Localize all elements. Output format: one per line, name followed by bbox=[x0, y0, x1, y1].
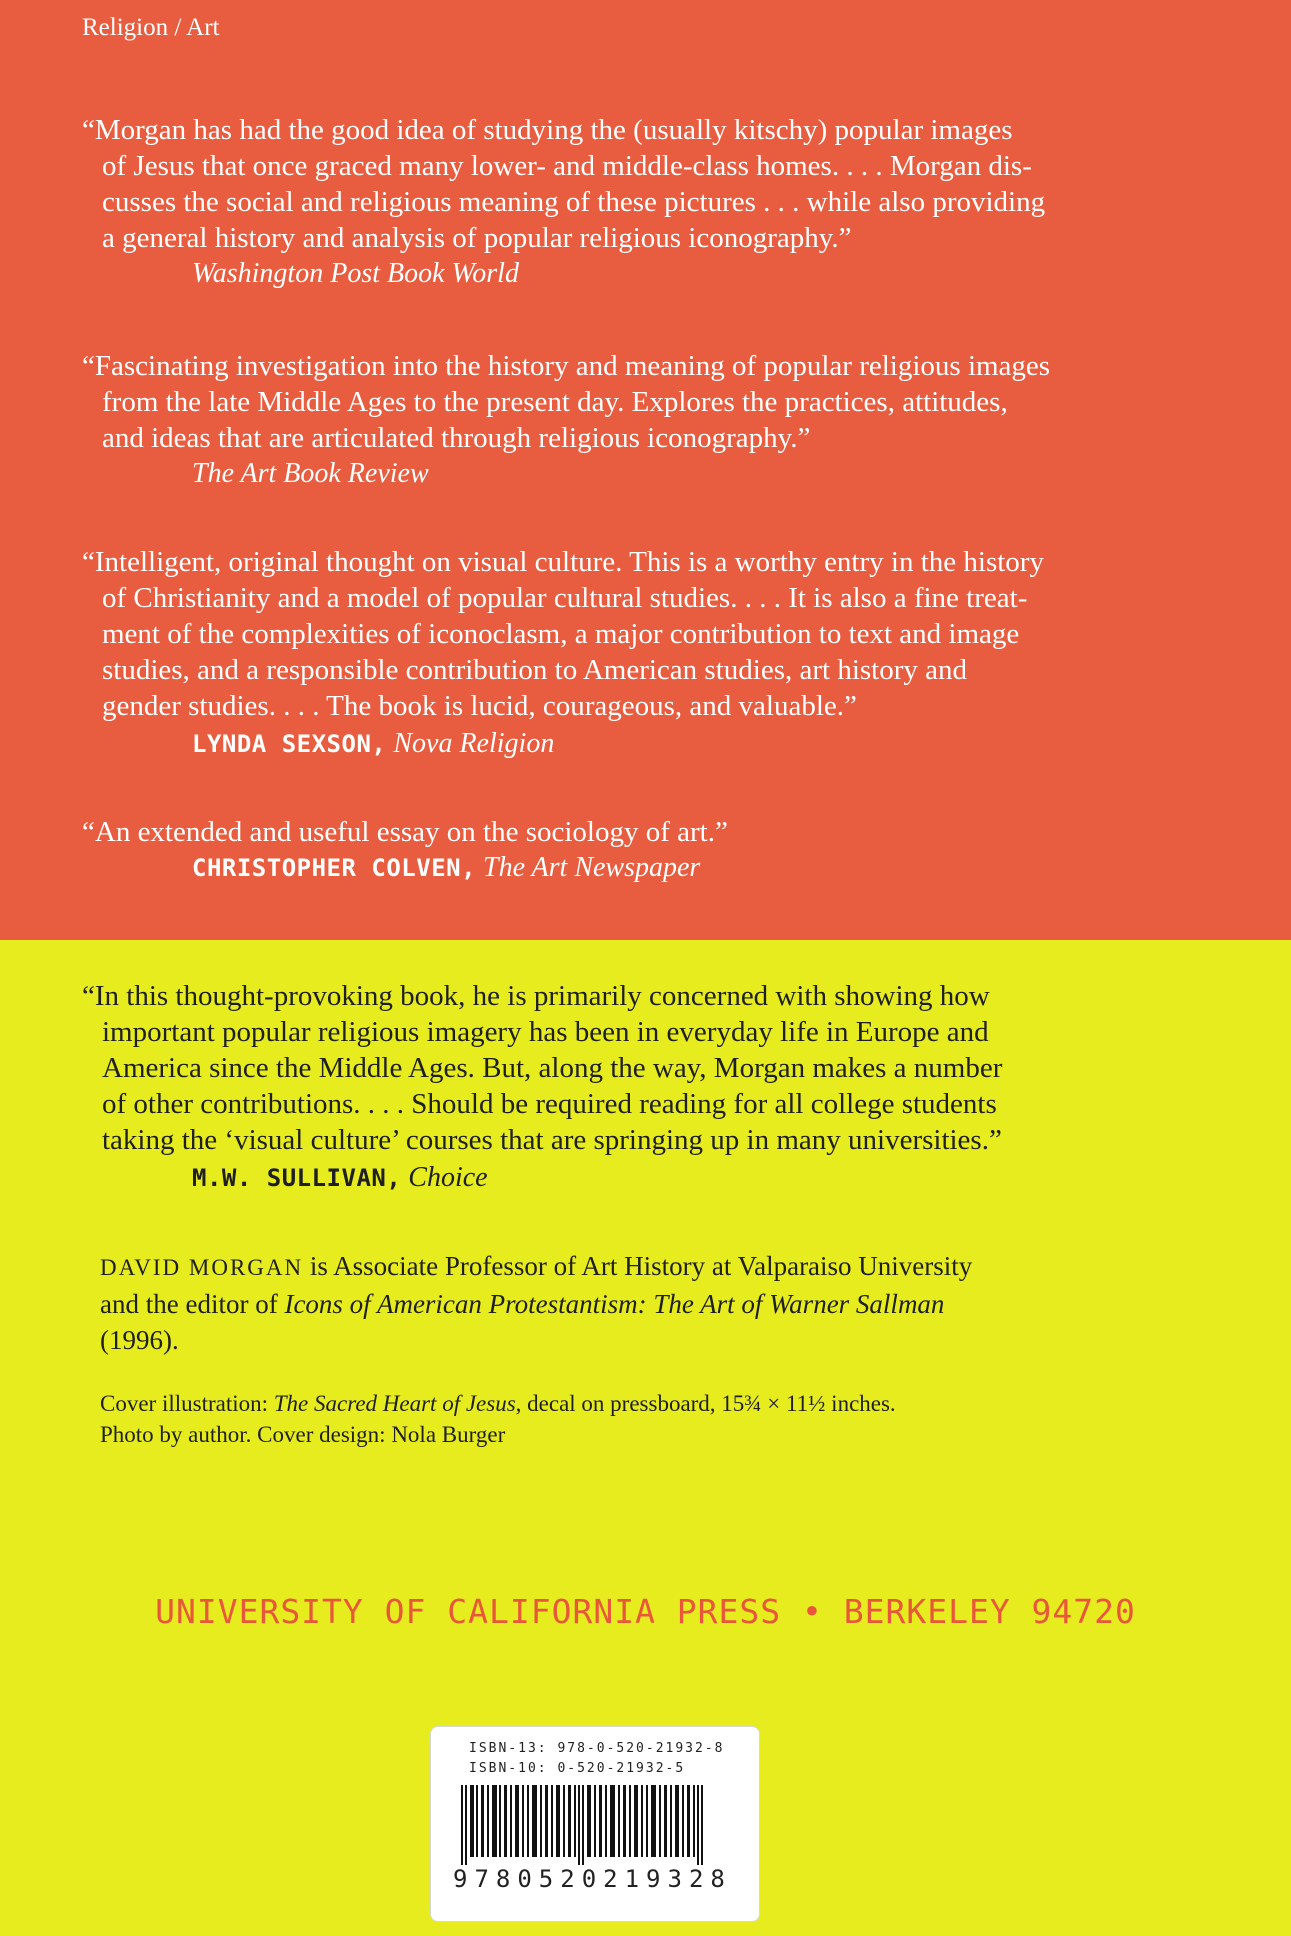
review-attribution-5 bbox=[192, 1162, 488, 1194]
isbn-13: ISBN-13: 978-0-520-21932-8 bbox=[469, 1741, 725, 1756]
cover-credit bbox=[100, 1388, 896, 1450]
credit-suffix: , decal on pressboard, 15¾ × 11½ inches. bbox=[515, 1391, 896, 1416]
quote-line: cusses the social and religious meaning of these pictures . . . while also providing bbox=[102, 186, 1046, 218]
barcode-digits: 9780520219328 bbox=[453, 1865, 732, 1893]
quote-line: and ideas that are articulated through religious iconography.” bbox=[102, 422, 811, 454]
author-bio bbox=[100, 1248, 1200, 1358]
bio-text: is Associate Professor of Art History at Valparaiso University bbox=[303, 1251, 973, 1281]
review-author: CHRISTOPHER COLVEN, bbox=[192, 854, 477, 882]
category-label: Religion / Art bbox=[82, 14, 220, 41]
quote-line: important popular religious imagery has been in everyday life in Europe and bbox=[102, 1016, 989, 1048]
isbn-10: ISBN-10: 0-520-21932-5 bbox=[469, 1761, 686, 1776]
review-attribution-3 bbox=[192, 728, 554, 760]
bio-author-name: DAVID MORGAN bbox=[100, 1255, 304, 1280]
quote-line: “Intelligent, original thought on visual culture. This is a worthy entry in the history bbox=[82, 546, 1044, 578]
review-quote-2 bbox=[82, 348, 1192, 456]
quote-line: “An extended and useful essay on the sociology of art.” bbox=[82, 816, 728, 848]
bio-text: and the editor of bbox=[100, 1289, 285, 1319]
review-attribution-1 bbox=[192, 258, 519, 290]
quote-line: “In this thought-provoking book, he is primarily concerned with showing how bbox=[82, 980, 990, 1012]
barcode-label bbox=[430, 1726, 760, 1922]
review-attribution-2 bbox=[192, 458, 429, 490]
review-author: LYNDA SEXSON, bbox=[192, 730, 387, 758]
review-quote-3 bbox=[82, 544, 1192, 724]
bio-text: (1996). bbox=[100, 1325, 179, 1355]
quote-line: studies, and a responsible contribution to American studies, art history and bbox=[102, 654, 968, 686]
quote-line: a general history and analysis of popular religious iconography.” bbox=[102, 222, 852, 254]
review-source: Washington Post Book World bbox=[192, 258, 519, 289]
publisher-line: UNIVERSITY OF CALIFORNIA PRESS • BERKELEY 94720 bbox=[155, 1592, 1136, 1631]
bio-book-title: Icons of American Protestantism: The Art of Warner Sallman bbox=[284, 1289, 945, 1319]
review-source: The Art Book Review bbox=[192, 458, 429, 489]
credit-line-2: Photo by author. Cover design: Nola Burger bbox=[100, 1422, 506, 1447]
review-source: Nova Religion bbox=[393, 728, 555, 759]
review-attribution-4 bbox=[192, 852, 700, 884]
review-author: M.W. SULLIVAN, bbox=[192, 1164, 402, 1192]
quote-line: “Fascinating investigation into the history and meaning of popular religious images bbox=[82, 350, 1051, 382]
review-quote-1 bbox=[82, 112, 1192, 256]
quote-line: of other contributions. . . . Should be required reading for all college students bbox=[102, 1088, 997, 1120]
quote-line: ment of the complexities of iconoclasm, a major contribution to text and image bbox=[102, 618, 1020, 650]
quote-line: from the late Middle Ages to the present day. Explores the practices, attitudes, bbox=[102, 386, 1008, 418]
quote-line: gender studies. . . . The book is lucid, courageous, and valuable.” bbox=[102, 690, 857, 722]
credit-prefix: Cover illustration: bbox=[100, 1391, 274, 1416]
credit-title: The Sacred Heart of Jesus bbox=[273, 1391, 516, 1416]
quote-line: of Christianity and a model of popular cultural studies. . . . It is also a fine treat- bbox=[102, 582, 1028, 614]
review-quote-4 bbox=[82, 814, 1192, 850]
quote-line: “Morgan has had the good idea of studying the (usually kitschy) popular images bbox=[82, 114, 1013, 146]
top-review-band bbox=[0, 0, 1291, 940]
barcode-bars bbox=[461, 1785, 731, 1865]
quote-line: of Jesus that once graced many lower- and middle-class homes. . . . Morgan dis- bbox=[102, 150, 1032, 182]
review-source: Choice bbox=[408, 1162, 488, 1193]
review-source: The Art Newspaper bbox=[483, 852, 701, 883]
quote-line: taking the ‘visual culture’ courses that are springing up in many universities.” bbox=[102, 1124, 1002, 1156]
review-quote-5 bbox=[82, 978, 1192, 1158]
quote-line: America since the Middle Ages. But, along the way, Morgan makes a number bbox=[102, 1052, 1003, 1084]
